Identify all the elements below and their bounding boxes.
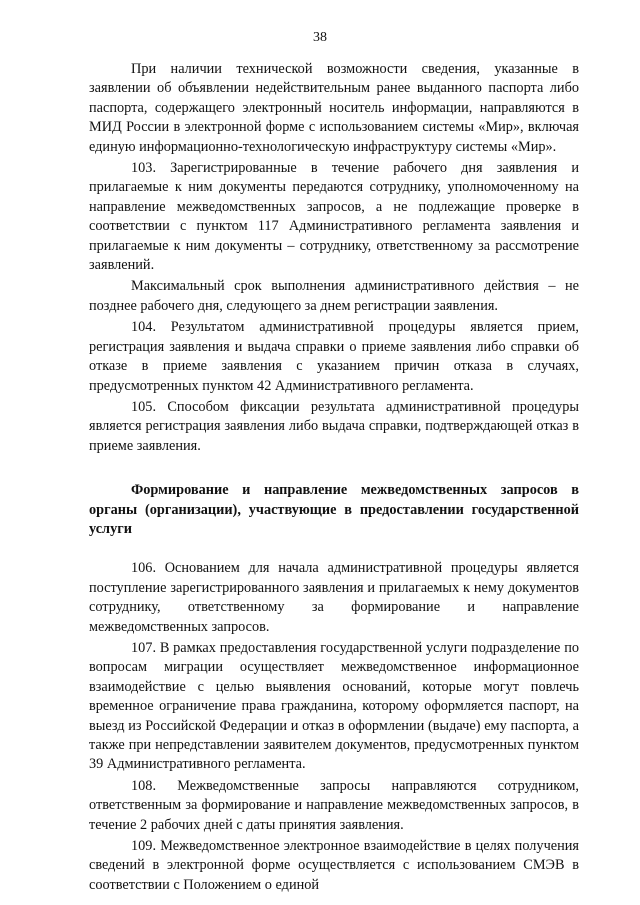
paragraph-max-term: Максимальный срок выполнения административного действия – не позднее рабочего дня, следующего за днем регистрации заявления. [89,278,579,314]
paragraph-103: 103. Зарегистрированные в течение рабочего дня заявления и прилагаемые к ним документы передаются сотруднику, уполномоченному на направление межведомственных запросов, а не подлежащие проверке в соответствии с пунктом 117 Административного регламента заявления и прилагаемые к ним документы – сотруднику, ответственному за рассмотрение заявлений. [89,160,579,274]
paragraph-104: 104. Результатом административной процедуры является прием, регистрация заявления и выдача справки о приеме заявления либо справки об отказе в приеме заявления с указанием причин отказа в случаях, предусмотренных пунктом 42 Административного регламента. [89,319,579,394]
paragraph-107: 107. В рамках предоставления государственной услуги подразделение по вопросам миграции осуществляет межведомственное информационное взаимодействие с целью выявления оснований, которые могут повлечь временное ограничение права гражданина, которому оформляется паспорт, на выезд из Российской Федерации и отказ в оформлении (выдаче) ему паспорта, а также при непредставлении заявителем документов, предусмотренных пунктом 39 Административного регламента. [89,639,579,773]
paragraph-108: 108. Межведомственные запросы направляются сотрудником, ответственным за формирование и направление межведомственных запросов, в течение 2 рабочих дней с даты принятия заявления. [89,777,579,833]
document-body [89,60,579,897]
paragraph-105: 105. Способом фиксации результата административной процедуры является регистрация заявления либо выдача справки, подтверждающей отказ в приеме заявления. [89,398,579,454]
paragraph-106: 106. Основанием для начала административной процедуры является поступление зарегистрированного заявления и прилагаемых к нему документов сотруднику, ответственному за формирование и направление межведомственных запросов. [89,560,579,635]
paragraph-mir-system: При наличии технической возможности сведения, указанные в заявлении об объявлении недействительным ранее выданного паспорта либо паспорта, содержащего электронный носитель информации, направляются в МИД России в электронной форме с использованием системы «Мир», включая единую информационно-технологическую инфраструктуру системы «Мир». [89,61,579,155]
page-number: 38 [313,30,327,45]
section-heading: Формирование и направление межведомственных запросов в органы (организации), участвующие в предоставлении государственной услуги [89,482,579,537]
paragraph-109: 109. Межведомственное электронное взаимодействие в целях получения сведений в электронной форме осуществляется с использованием СМЭВ в соответствии с Положением о единой [89,838,579,893]
